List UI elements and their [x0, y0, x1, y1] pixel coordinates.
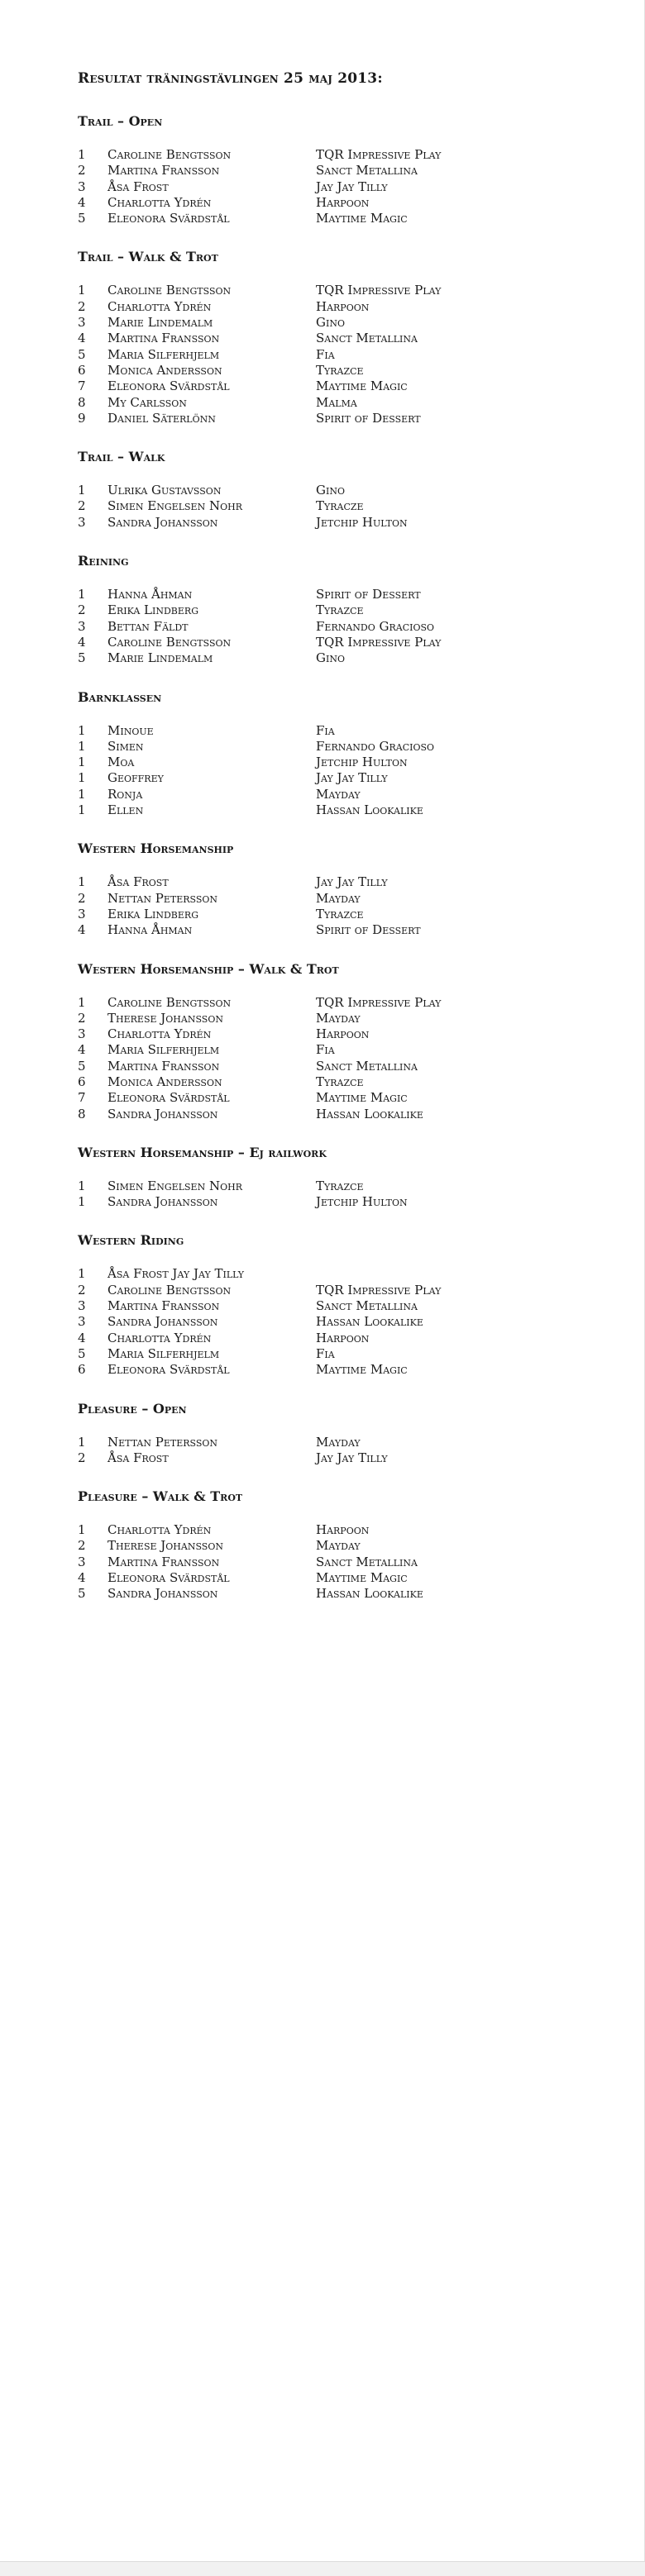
- rider-name: Caroline Bengtsson: [108, 147, 232, 162]
- rider-name: Maria Silferhjelm: [108, 1042, 220, 1058]
- rider-name: Martina Fransson: [108, 331, 220, 346]
- result-row: [78, 163, 607, 179]
- placement: 2: [78, 602, 86, 618]
- result-row: [78, 1298, 607, 1314]
- horse-name: Jay Jay Tilly: [316, 179, 388, 194]
- placement: 4: [78, 194, 86, 210]
- rider-name: Charlotta Ydrén: [108, 1522, 212, 1538]
- result-row: [78, 587, 607, 602]
- rider-name: Moa: [108, 755, 135, 770]
- horse-name: Tyrazce: [316, 906, 364, 921]
- horse-name: Harpoon: [316, 194, 370, 210]
- horse-name: Sanct Metallina: [316, 331, 418, 346]
- placement: 8: [78, 394, 86, 410]
- result-row: [78, 1074, 607, 1090]
- section-title: Reining: [78, 553, 129, 569]
- result-row: [78, 1042, 607, 1058]
- section-title: Western Horsemanship – Walk & Trot: [78, 960, 339, 977]
- result-row: [78, 1346, 607, 1362]
- rider-name: Monica Andersson: [108, 1074, 222, 1089]
- results-list: [78, 1522, 607, 1602]
- document-content: [78, 69, 607, 1624]
- results-section: [78, 840, 607, 938]
- rider-name: Ellen: [108, 802, 144, 818]
- results-list: [78, 1435, 607, 1467]
- horse-name: Maytime Magic: [316, 379, 408, 394]
- horse-name: Mayday: [316, 1538, 361, 1554]
- rider-name: Marie Lindemalm: [108, 315, 213, 331]
- horse-name: Sanct Metallina: [316, 163, 418, 179]
- result-row: [78, 211, 607, 226]
- rider-name: Ronja: [108, 786, 143, 802]
- horse-name: Sanct Metallina: [316, 1554, 418, 1569]
- placement: 1: [78, 1266, 86, 1282]
- horse-name: Hassan Lookalike: [316, 1106, 423, 1121]
- placement: 3: [78, 179, 86, 194]
- section-title: Barnklassen: [78, 688, 162, 705]
- placement: 1: [78, 1522, 86, 1538]
- rider-name: Eleonora Svärdstål: [108, 379, 230, 394]
- result-row: [78, 650, 607, 666]
- horse-name: Tyrazce: [316, 362, 364, 378]
- rider-name: Simen Engelsen Nohr: [108, 498, 242, 514]
- results-section: [78, 1231, 607, 1378]
- placement: 6: [78, 362, 86, 378]
- horse-name: Gino: [316, 315, 345, 331]
- result-row: [78, 770, 607, 786]
- horse-name: Jetchip Hulton: [316, 514, 408, 530]
- horse-name: TQR Impressive Play: [316, 1282, 442, 1298]
- placement: 3: [78, 618, 86, 634]
- result-row: [78, 515, 607, 531]
- horse-name: TQR Impressive Play: [316, 634, 442, 650]
- horse-name: Hassan Lookalike: [316, 1314, 423, 1330]
- placement: 2: [78, 890, 86, 906]
- result-row: [78, 299, 607, 315]
- horse-name: Mayday: [316, 890, 361, 906]
- horse-name: Jay Jay Tilly: [316, 1450, 388, 1465]
- placement: 1: [78, 587, 86, 602]
- result-row: [78, 498, 607, 514]
- result-row: [78, 1283, 607, 1298]
- placement: 1: [78, 770, 86, 786]
- horse-name: Maytime Magic: [316, 1090, 408, 1106]
- rider-name: Charlotta Ydrén: [108, 1330, 212, 1345]
- rider-name: Charlotta Ydrén: [108, 194, 212, 210]
- horse-name: Tyrazce: [316, 602, 364, 618]
- result-row: [78, 1522, 607, 1538]
- placement: 1: [78, 994, 86, 1010]
- placement: 3: [78, 906, 86, 921]
- placement: 2: [78, 163, 86, 179]
- horse-name: [316, 1266, 607, 1282]
- rider-name: Geoffrey: [108, 770, 164, 786]
- result-row: [78, 1538, 607, 1554]
- results-section: [78, 552, 607, 666]
- result-row: [78, 739, 607, 755]
- horse-name: Fernando Gracioso: [316, 738, 435, 754]
- rider-name: Minoue: [108, 722, 154, 738]
- result-row: [78, 755, 607, 770]
- placement: 2: [78, 1282, 86, 1298]
- placement: 4: [78, 1570, 86, 1586]
- result-row: [78, 787, 607, 802]
- rider-name: Eleonora Svärdstål: [108, 1362, 230, 1378]
- rider-name: Therese Johansson: [108, 1538, 223, 1554]
- rider-name: Caroline Bengtsson: [108, 994, 232, 1010]
- rider-name: Therese Johansson: [108, 1010, 223, 1026]
- result-row: [78, 379, 607, 394]
- result-row: [78, 1059, 607, 1074]
- result-row: [78, 1178, 607, 1194]
- horse-name: Spirit of Dessert: [316, 587, 421, 602]
- result-row: [78, 635, 607, 650]
- results-list: [78, 995, 607, 1122]
- result-row: [78, 922, 607, 938]
- placement: 3: [78, 1314, 86, 1330]
- placement: 4: [78, 331, 86, 346]
- placement: 7: [78, 379, 86, 394]
- rider-name: Daniel Säterlönn: [108, 410, 216, 426]
- result-row: [78, 395, 607, 411]
- horse-name: TQR Impressive Play: [316, 994, 442, 1010]
- placement: 2: [78, 498, 86, 514]
- rider-name: Charlotta Ydrén: [108, 298, 212, 314]
- horse-name: Gino: [316, 483, 345, 498]
- horse-name: Spirit of Dessert: [316, 922, 421, 938]
- horse-name: TQR Impressive Play: [316, 147, 442, 162]
- placement: 3: [78, 1554, 86, 1569]
- horse-name: Tyrazce: [316, 1178, 364, 1193]
- result-row: [78, 283, 607, 298]
- result-row: [78, 411, 607, 426]
- placement: 4: [78, 634, 86, 650]
- results-list: [78, 1266, 607, 1378]
- horse-name: Maytime Magic: [316, 211, 408, 226]
- result-row: [78, 1331, 607, 1346]
- rider-name: Martina Fransson: [108, 1298, 220, 1314]
- rider-name: Åsa Frost: [108, 179, 169, 194]
- result-row: [78, 907, 607, 922]
- horse-name: Maytime Magic: [316, 1570, 408, 1586]
- result-row: [78, 315, 607, 331]
- placement: 1: [78, 1194, 86, 1210]
- results-section: [78, 1144, 607, 1211]
- result-row: [78, 1194, 607, 1210]
- horse-name: Malma: [316, 394, 357, 410]
- rider-name: Maria Silferhjelm: [108, 1345, 220, 1361]
- placement: 5: [78, 211, 86, 226]
- placement: 5: [78, 1586, 86, 1602]
- results-list: [78, 1178, 607, 1211]
- result-row: [78, 891, 607, 907]
- horse-name: Mayday: [316, 1010, 361, 1026]
- horse-name: Fia: [316, 1345, 335, 1361]
- horse-name: Tyrazce: [316, 1074, 364, 1089]
- rider-name: Martina Fransson: [108, 1554, 220, 1569]
- result-row: [78, 195, 607, 211]
- rider-name: Caroline Bengtsson: [108, 283, 232, 298]
- placement: 8: [78, 1106, 86, 1121]
- placement: 1: [78, 1434, 86, 1450]
- results-section: [78, 1488, 607, 1602]
- horse-name: Fia: [316, 1042, 335, 1058]
- rider-name: Nettan Petersson: [108, 1434, 218, 1450]
- result-row: [78, 802, 607, 818]
- placement: 2: [78, 298, 86, 314]
- horse-name: Tyracze: [316, 498, 364, 514]
- result-row: [78, 874, 607, 890]
- placement: 2: [78, 1010, 86, 1026]
- results-section: [78, 448, 607, 531]
- rider-name: Martina Fransson: [108, 1058, 220, 1074]
- result-row: [78, 347, 607, 363]
- placement: 6: [78, 1362, 86, 1378]
- horse-name: Hassan Lookalike: [316, 802, 423, 818]
- result-row: [78, 1435, 607, 1450]
- rider-name: Åsa Frost: [108, 874, 169, 890]
- placement: 3: [78, 514, 86, 530]
- horse-name: Hassan Lookalike: [316, 1586, 423, 1602]
- results-section: [78, 1400, 607, 1467]
- rider-name: Caroline Bengtsson: [108, 634, 232, 650]
- horse-name: Sanct Metallina: [316, 1298, 418, 1314]
- rider-name: Hanna Åhman: [108, 922, 193, 938]
- section-title: Trail – Open: [78, 113, 163, 129]
- horse-name: Harpoon: [316, 1522, 370, 1538]
- horse-name: Sanct Metallina: [316, 1058, 418, 1074]
- result-row: [78, 1450, 607, 1466]
- result-row: [78, 1090, 607, 1106]
- results-sections: [78, 112, 607, 1602]
- placement: 1: [78, 483, 86, 498]
- placement: 4: [78, 1042, 86, 1058]
- placement: 5: [78, 1058, 86, 1074]
- rider-name: Hanna Åhman: [108, 587, 193, 602]
- placement: 1: [78, 283, 86, 298]
- rider-name: My Carlsson: [108, 394, 187, 410]
- horse-name: Harpoon: [316, 298, 370, 314]
- section-title: Pleasure – Open: [78, 1400, 187, 1417]
- results-list: [78, 874, 607, 938]
- horse-name: Fia: [316, 722, 335, 738]
- placement: 7: [78, 1090, 86, 1106]
- result-row: [78, 483, 607, 498]
- horse-name: Jetchip Hulton: [316, 1194, 408, 1210]
- placement: 1: [78, 147, 86, 162]
- horse-name: Spirit of Dessert: [316, 410, 421, 426]
- placement: 5: [78, 346, 86, 362]
- placement: 1: [78, 786, 86, 802]
- result-row: [78, 147, 607, 163]
- placement: 5: [78, 1345, 86, 1361]
- horse-name: Mayday: [316, 786, 361, 802]
- placement: 4: [78, 1330, 86, 1345]
- rider-name: Marie Lindemalm: [108, 650, 213, 666]
- results-list: [78, 587, 607, 666]
- rider-name: Sandra Johansson: [108, 1106, 218, 1121]
- section-title: Pleasure – Walk & Trot: [78, 1488, 243, 1505]
- rider-name: Åsa Frost: [108, 1450, 169, 1465]
- rider-name: Eleonora Svärdstål: [108, 211, 230, 226]
- results-section: [78, 960, 607, 1122]
- result-row: [78, 1011, 607, 1026]
- result-row: [78, 619, 607, 635]
- section-title: Trail – Walk: [78, 449, 165, 465]
- rider-name: Simen Engelsen Nohr: [108, 1178, 242, 1193]
- placement: 4: [78, 922, 86, 938]
- horse-name: Maytime Magic: [316, 1362, 408, 1378]
- result-row: [78, 179, 607, 195]
- result-row: [78, 1026, 607, 1042]
- rider-name: Eleonora Svärdstål: [108, 1090, 230, 1106]
- placement: 1: [78, 874, 86, 890]
- rider-name: Erika Lindberg: [108, 602, 198, 618]
- results-section: [78, 248, 607, 426]
- result-row: [78, 602, 607, 618]
- rider-name: Ulrika Gustavsson: [108, 483, 222, 498]
- result-row: [78, 1555, 607, 1570]
- result-row: [78, 1107, 607, 1122]
- rider-name: Bettan Fäldt: [108, 618, 189, 634]
- placement: 3: [78, 1298, 86, 1314]
- rider-name: Simen: [108, 738, 144, 754]
- result-row: [78, 1586, 607, 1602]
- horse-name: Harpoon: [316, 1330, 370, 1345]
- placement: 3: [78, 1026, 86, 1042]
- rider-name: Sandra Johansson: [108, 1586, 218, 1602]
- result-row: [78, 1266, 607, 1282]
- section-title: Western Riding: [78, 1232, 184, 1249]
- placement: 2: [78, 1450, 86, 1465]
- rider-name: Sandra Johansson: [108, 514, 218, 530]
- result-row: [78, 1570, 607, 1586]
- horse-name: TQR Impressive Play: [316, 283, 442, 298]
- result-row: [78, 723, 607, 739]
- placement: 6: [78, 1074, 86, 1089]
- placement: 1: [78, 802, 86, 818]
- horse-name: Jay Jay Tilly: [316, 874, 388, 890]
- placement: 5: [78, 650, 86, 666]
- result-row: [78, 363, 607, 379]
- section-title: Western Horsemanship: [78, 840, 234, 857]
- rider-name: Nettan Petersson: [108, 890, 218, 906]
- rider-name: Eleonora Svärdstål: [108, 1570, 230, 1586]
- rider-name: Erika Lindberg: [108, 906, 198, 921]
- rider-name: Maria Silferhjelm: [108, 346, 220, 362]
- horse-name: Jay Jay Tilly: [316, 770, 388, 786]
- rider-name: Charlotta Ydrén: [108, 1026, 212, 1042]
- horse-name: Harpoon: [316, 1026, 370, 1042]
- horse-name: Mayday: [316, 1434, 361, 1450]
- placement: 9: [78, 410, 86, 426]
- horse-name: Jetchip Hulton: [316, 755, 408, 770]
- rider-name: Caroline Bengtsson: [108, 1282, 232, 1298]
- placement: 1: [78, 722, 86, 738]
- rider-name: Åsa Frost Jay Jay Tilly: [108, 1266, 245, 1282]
- results-section: [78, 688, 607, 819]
- placement: 1: [78, 738, 86, 754]
- placement: 1: [78, 1178, 86, 1193]
- results-section: [78, 112, 607, 226]
- results-list: [78, 283, 607, 426]
- placement: 1: [78, 755, 86, 770]
- results-list: [78, 723, 607, 819]
- rider-name: Monica Andersson: [108, 362, 222, 378]
- horse-name: Fernando Gracioso: [316, 618, 435, 634]
- result-row: [78, 995, 607, 1011]
- horse-name: Gino: [316, 650, 345, 666]
- placement: 2: [78, 1538, 86, 1554]
- rider-name: Sandra Johansson: [108, 1194, 218, 1210]
- placement: 3: [78, 315, 86, 331]
- result-row: [78, 331, 607, 346]
- results-list: [78, 147, 607, 226]
- result-row: [78, 1362, 607, 1378]
- rider-name: Martina Fransson: [108, 163, 220, 179]
- rider-name: Sandra Johansson: [108, 1314, 218, 1330]
- result-row: [78, 1314, 607, 1330]
- section-title: Western Horsemanship – Ej railwork: [78, 1144, 327, 1160]
- results-list: [78, 483, 607, 531]
- horse-name: Fia: [316, 346, 335, 362]
- section-title: Trail – Walk & Trot: [78, 249, 218, 265]
- document-title: Resultat träningstävlingen 25 maj 2013:: [78, 70, 383, 87]
